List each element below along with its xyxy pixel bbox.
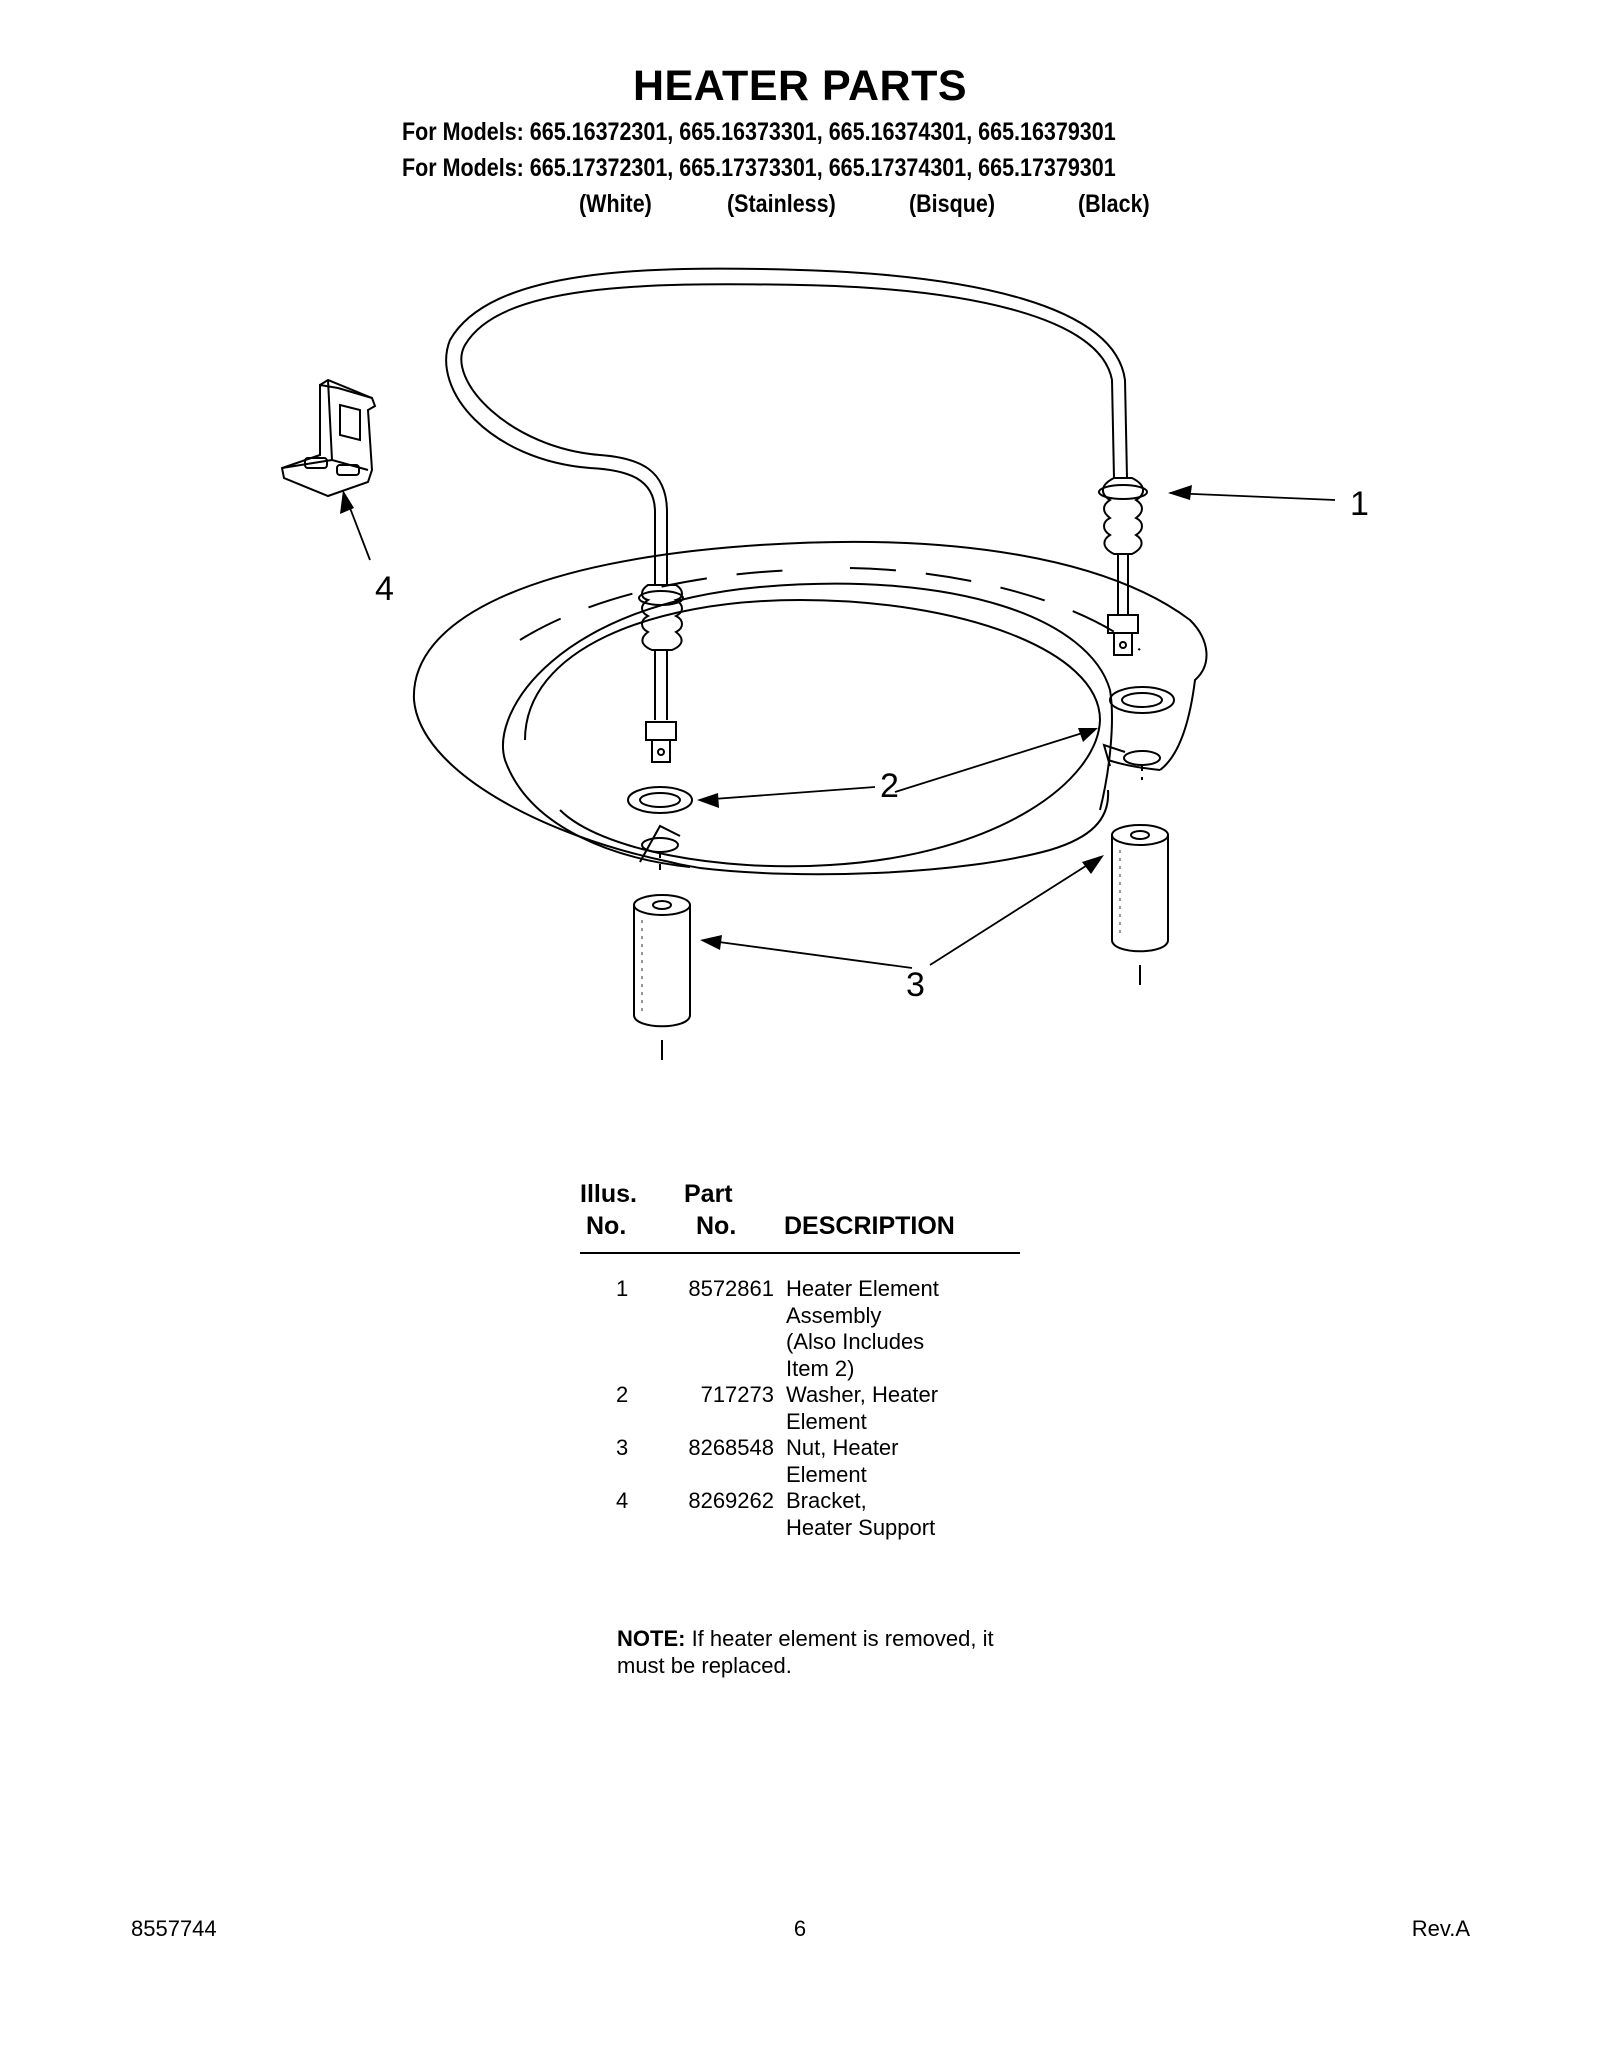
illus-no: 4 [616, 1488, 629, 1513]
revision: Rev.A [1411, 1916, 1470, 1941]
color-black: (Black) [1078, 190, 1150, 218]
note-label: NOTE: [617, 1626, 686, 1651]
illus-no: 3 [616, 1435, 629, 1460]
models-line-1: For Models: 665.16372301, 665.16373301, 665.16374301, 665.16379301 [402, 118, 1116, 146]
header-rule [580, 1252, 1020, 1254]
table-row [580, 1382, 1020, 1435]
illus-no: 2 [616, 1382, 629, 1407]
table-row [580, 1435, 1020, 1488]
header-illus-bottom: No. [586, 1212, 627, 1240]
color-white: (White) [579, 190, 652, 218]
header-part-top: Part [684, 1180, 733, 1208]
part-description: Nut, Heater Element [786, 1435, 899, 1487]
tub-floor-ring [414, 542, 1207, 874]
part-description: Bracket, Heater Support [786, 1488, 936, 1540]
callout-2: 2 [880, 767, 899, 805]
header-part-bottom: No. [696, 1212, 737, 1240]
table-row [580, 1276, 1020, 1382]
part-no: 8572861 [688, 1276, 774, 1301]
part-no: 8268548 [688, 1435, 774, 1460]
nut-left [634, 895, 690, 1060]
leader-lines [345, 493, 1335, 968]
color-bisque: (Bisque) [909, 190, 995, 218]
note-text: If heater element is removed, it must be replaced. [617, 1626, 994, 1678]
part-description: Washer, Heater Element [786, 1382, 939, 1434]
nut-right [1112, 825, 1168, 985]
callout-3: 3 [906, 966, 925, 1004]
heater-element [446, 269, 1147, 762]
header-illus-top: Illus. [580, 1180, 637, 1208]
illus-no: 1 [616, 1276, 629, 1301]
parts-table-header [580, 1180, 1020, 1250]
callout-4: 4 [375, 570, 394, 608]
part-description: Heater Element Assembly (Also Includes Item 2) [786, 1276, 939, 1381]
part-no: 717273 [700, 1382, 774, 1407]
table-row [580, 1488, 1020, 1541]
parts-rows [580, 1276, 1020, 1541]
header-description: DESCRIPTION [784, 1212, 955, 1240]
page-title: HEATER PARTS [632, 62, 968, 110]
page-number: 6 [793, 1916, 807, 1941]
callout-1: 1 [1350, 485, 1369, 523]
models-line-2: For Models: 665.17372301, 665.17373301, 665.17374301, 665.17379301 [402, 154, 1116, 182]
heater-support-bracket [282, 380, 375, 496]
part-no: 8269262 [688, 1488, 774, 1513]
doc-number: 8557744 [131, 1916, 217, 1941]
parts-table [580, 1180, 1020, 1540]
note [617, 1626, 997, 1679]
color-stainless: (Stainless) [727, 190, 836, 218]
